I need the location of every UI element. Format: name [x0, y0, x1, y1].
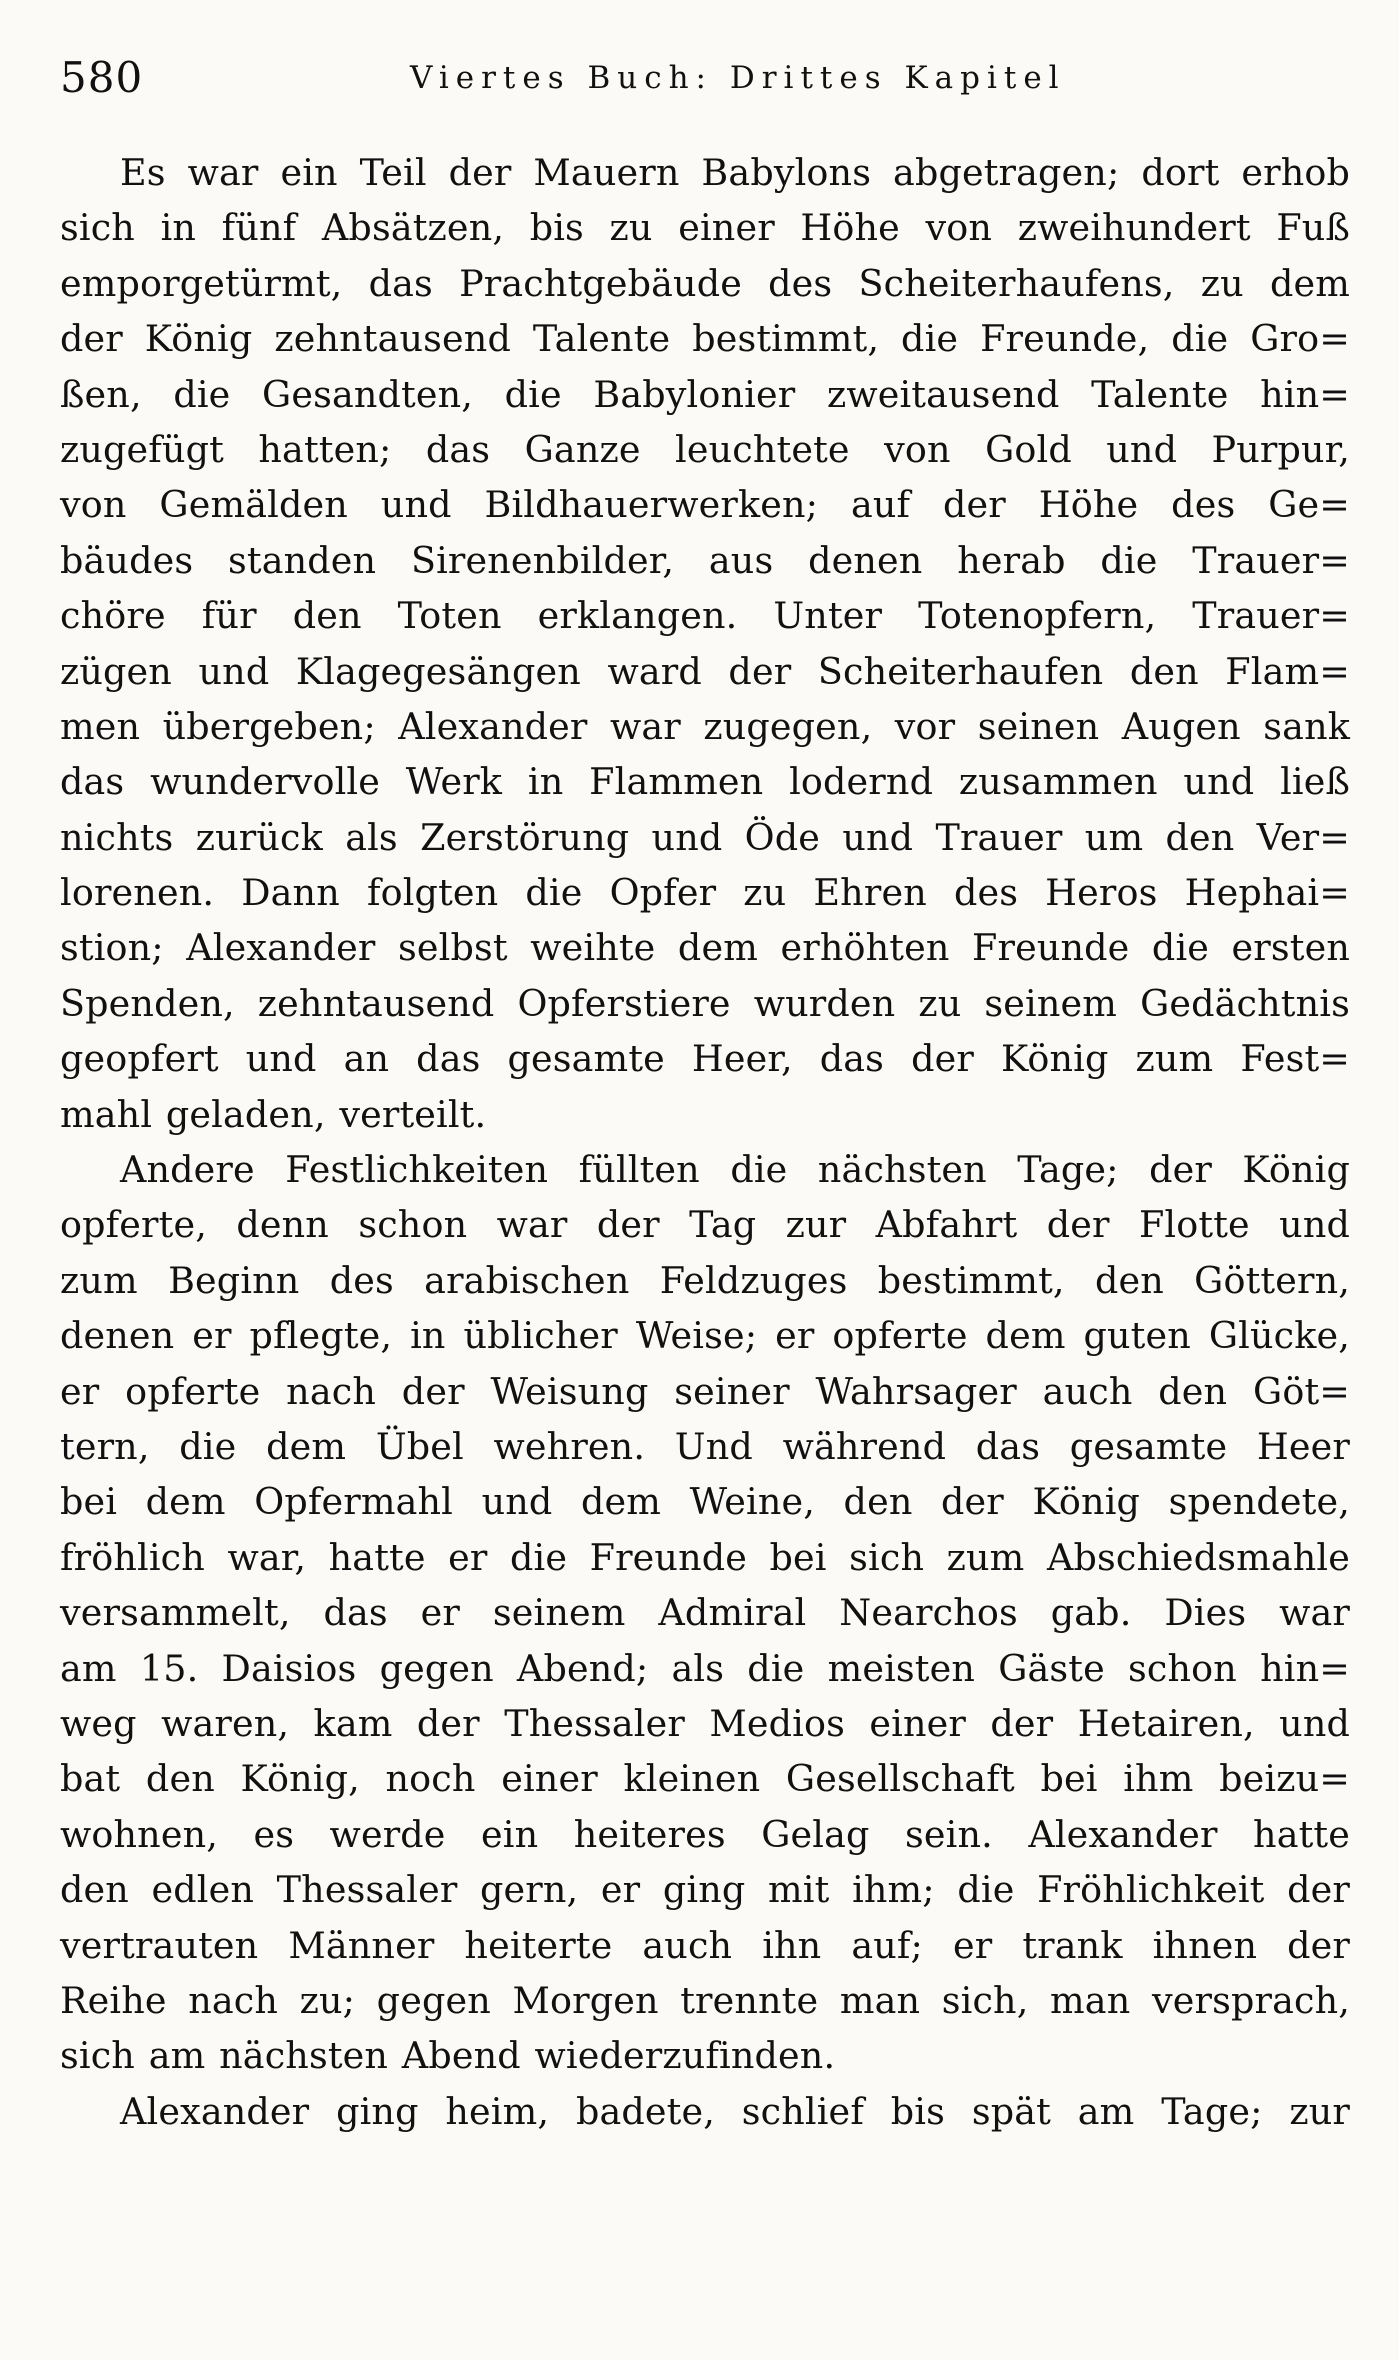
- text-line: chöre für den Toten erklangen. Unter Totenopfern, Trauer=: [60, 594, 1350, 638]
- text-line: Alexander ging heim, badete, schlief bis spät am Tage; zur: [120, 2089, 1350, 2133]
- text-line: opferte, denn schon war der Tag zur Abfahrt der Flotte und: [60, 1203, 1350, 1247]
- text-line: ßen, die Gesandten, die Babylonier zweitausend Talente hin=: [60, 372, 1350, 416]
- paragraph-1: [60, 145, 1350, 1142]
- text-line: Andere Festlichkeiten füllten die nächsten Tage; der König: [120, 1148, 1350, 1192]
- text-line: weg waren, kam der Thessaler Medios einer der Hetairen, und: [60, 1701, 1350, 1745]
- text-line: zugefügt hatten; das Ganze leuchtete von Gold und Purpur,: [60, 427, 1350, 471]
- text-line: sich in fünf Absätzen, bis zu einer Höhe von zweihundert Fuß: [60, 206, 1350, 250]
- paragraph-3: [60, 2084, 1350, 2139]
- text-line: Es war ein Teil der Mauern Babylons abgetragen; dort erhob: [120, 151, 1350, 194]
- text-line: bei dem Opfermahl und dem Weine, den der König spendete,: [60, 1480, 1350, 1524]
- text-line: nichts zurück als Zerstörung und Öde und Trauer um den Ver=: [60, 815, 1350, 859]
- text-line: men übergeben; Alexander war zugegen, vor seinen Augen sank: [60, 704, 1350, 748]
- text-line: den edlen Thessaler gern, er ging mit ihm; die Fröhlichkeit der: [60, 1868, 1350, 1912]
- text-line: bäudes standen Sirenenbilder, aus denen herab die Trauer=: [60, 538, 1350, 582]
- text-line: von Gemälden und Bildhauerwerken; auf der Höhe des Ge=: [60, 483, 1350, 527]
- text-line: versammelt, das er seinem Admiral Nearchos gab. Dies war: [60, 1591, 1350, 1635]
- text-line: emporgetürmt, das Prachtgebäude des Scheiterhaufens, zu dem: [60, 261, 1350, 305]
- text-line: bat den König, noch einer kleinen Gesellschaft bei ihm beizu=: [60, 1757, 1350, 1801]
- text-line: denen er pflegte, in üblicher Weise; er opferte dem guten Glücke,: [60, 1314, 1350, 1358]
- text-line: Reihe nach zu; gegen Morgen trennte man sich, man versprach,: [60, 1978, 1350, 2022]
- text-line: wohnen, es werde ein heiteres Gelag sein. Alexander hatte: [60, 1812, 1350, 1856]
- text-line: am 15. Daisios gegen Abend; als die meisten Gäste schon hin=: [60, 1646, 1350, 1690]
- page-header: [60, 48, 1350, 118]
- text-line: fröhlich war, hatte er die Freunde bei sich zum Abschiedsmahle: [60, 1535, 1350, 1579]
- text-line: zügen und Klagegesängen ward der Scheiterhaufen den Flam=: [60, 649, 1350, 693]
- text-line: das wundervolle Werk in Flammen lodernd zusammen und ließ: [60, 760, 1350, 804]
- text-line: vertrauten Männer heiterte auch ihn auf; er trank ihnen der: [60, 1923, 1350, 1967]
- page-number: 580: [60, 53, 144, 102]
- text-line: stion; Alexander selbst weihte dem erhöhten Freunde die ersten: [60, 926, 1350, 970]
- text-line: geopfert und an das gesamte Heer, das der König zum Fest=: [60, 1037, 1350, 1081]
- body-text: [60, 145, 1350, 2139]
- text-line: der König zehntausend Talente bestimmt, die Freunde, die Gro=: [60, 317, 1350, 361]
- running-title: Viertes Buch: Drittes Kapitel: [410, 60, 1066, 96]
- text-line: Spenden, zehntausend Opferstiere wurden zu seinem Gedächtnis: [60, 981, 1350, 1025]
- paragraph-2: [60, 1142, 1350, 2084]
- text-line: mahl geladen, verteilt.: [60, 1092, 487, 1136]
- text-line: tern, die dem Übel wehren. Und während das gesamte Heer: [60, 1424, 1350, 1468]
- text-line: sich am nächsten Abend wiederzufinden.: [60, 2034, 836, 2078]
- text-line: zum Beginn des arabischen Feldzuges bestimmt, den Göttern,: [60, 1258, 1350, 1302]
- text-line: lorenen. Dann folgten die Opfer zu Ehren des Heros Hephai=: [60, 871, 1350, 915]
- text-line: er opferte nach der Weisung seiner Wahrsager auch den Göt=: [60, 1369, 1350, 1413]
